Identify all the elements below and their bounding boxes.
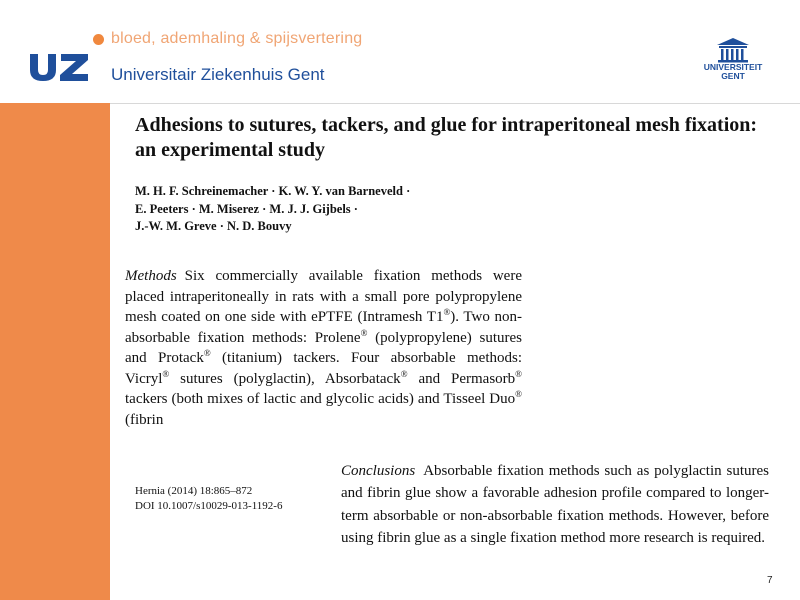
- methods-text: sutures (polyglactin), Absorbatack: [169, 370, 401, 387]
- author-line: J.-W. M. Greve · N. D. Bouvy: [135, 219, 292, 233]
- methods-text: Six commercially available fixation methods were placed intraperitoneally in rats with a small pore polypropylene mesh coated on one side with ePTFE (Intramesh T1: [125, 268, 522, 325]
- registered-mark: ®: [515, 368, 522, 379]
- uz-logo: [28, 52, 90, 82]
- citation-doi: DOI 10.1007/s10029-013-1192-6: [135, 500, 283, 512]
- orange-dot-icon: [93, 34, 104, 45]
- ugent-building-icon: [703, 36, 763, 64]
- department-name: bloed, ademhaling & spijsvertering: [111, 30, 363, 47]
- page-number: 7: [767, 575, 773, 586]
- header-divider: [110, 103, 800, 104]
- author-line: E. Peeters · M. Miserez · M. J. J. Gijbels ·: [135, 201, 358, 216]
- registered-mark: ®: [360, 327, 368, 338]
- conclusions-label: Conclusions: [341, 463, 416, 479]
- ugent-logo-line1: UNIVERSITEIT: [703, 62, 763, 72]
- paper-title: Adhesions to sutures, tackers, and glue for intraperitoneal mesh fixation: an experimental study: [135, 114, 758, 161]
- ugent-logo-line2: GENT: [721, 71, 745, 81]
- conclusions-paragraph: [341, 460, 769, 549]
- conclusions-text: Absorbable fixation methods such as polyglactin sutures and fibrin glue show a favorable adhesion profile compared to longer-term absorbable or non-absorbable fixation methods. However, before using fibrin glue as a single fixation method more research is required.: [341, 463, 769, 546]
- methods-text: ). Two non-absorbable fixation methods: Prolene: [125, 309, 522, 346]
- methods-text: (polypropylene) sutures and Protack: [125, 329, 522, 366]
- slide-header: [0, 0, 800, 103]
- hospital-name: Universitair Ziekenhuis Gent: [111, 65, 325, 84]
- department-tagline: [93, 30, 362, 48]
- methods-text: and Permasorb: [407, 370, 516, 387]
- registered-mark: ®: [203, 348, 211, 358]
- author-line: M. H. F. Schreinemacher · K. W. Y. van Barneveld ·: [135, 184, 411, 198]
- paper-authors: [135, 183, 535, 236]
- methods-text: (fibrin: [125, 411, 164, 428]
- methods-label: Methods: [125, 268, 177, 284]
- orange-sidebar: [0, 103, 110, 600]
- citation-journal: Hernia (2014) 18:865–872: [135, 485, 253, 497]
- ugent-logo: [703, 36, 763, 86]
- paper-citation: [135, 484, 335, 514]
- methods-text: (titanium) tackers. Four absorbable methods: Vicryl: [125, 350, 522, 387]
- registered-mark: ®: [162, 368, 170, 379]
- registered-mark: ®: [443, 307, 451, 317]
- methods-text: tackers (both mixes of lactic and glycolic acids) and Tisseel Duo: [125, 391, 516, 407]
- registered-mark: ®: [515, 389, 522, 399]
- registered-mark: ®: [400, 368, 408, 379]
- methods-paragraph: [125, 266, 522, 430]
